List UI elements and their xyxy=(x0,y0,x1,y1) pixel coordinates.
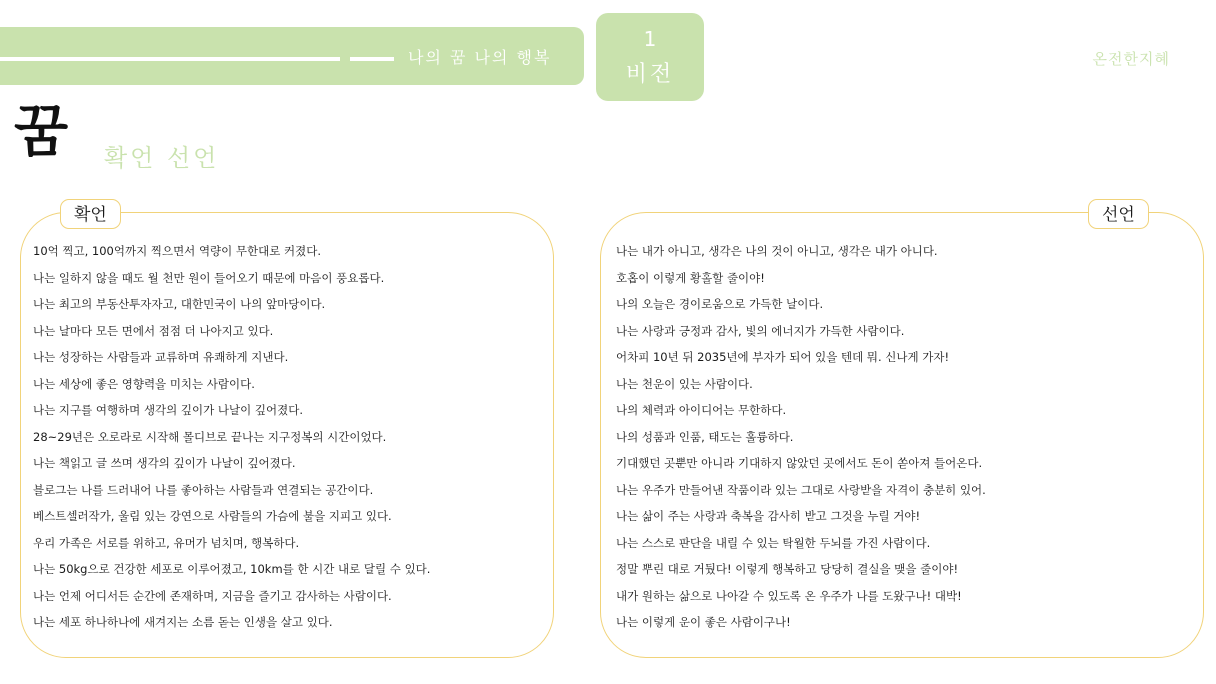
affirmation-label: 확언 xyxy=(60,199,121,229)
affirmation-item: 나는 언제 어디서든 순간에 존재하며, 지금을 즐기고 감사하는 사람이다. xyxy=(33,588,392,603)
section-tab xyxy=(596,13,704,101)
affirmation-item: 블로그는 나를 드러내어 나를 좋아하는 사람들과 연결되는 공간이다. xyxy=(33,482,374,497)
section-number: 1 xyxy=(643,27,657,51)
affirmation-item: 나는 일하지 않을 때도 월 천만 원이 들어오기 때문에 마음이 풍요롭다. xyxy=(33,270,385,285)
affirmation-item: 나는 세포 하나하나에 새겨지는 소름 돋는 인생을 살고 있다. xyxy=(33,615,333,629)
declaration-item: 나는 천운이 있는 사람이다. xyxy=(616,376,753,391)
declaration-item: 나의 성품과 인품, 태도는 훌륭하다. xyxy=(616,429,794,444)
affirmation-item: 나는 세상에 좋은 영향력을 미치는 사람이다. xyxy=(33,376,255,391)
affirmation-item: 나는 성장하는 사람들과 교류하며 유쾌하게 지낸다. xyxy=(33,350,289,364)
declaration-item: 나의 체력과 아이디어는 무한하다. xyxy=(616,403,787,417)
declaration-item: 기대했던 곳뿐만 아니라 기대하지 않았던 곳에서도 돈이 쏟아져 들어온다. xyxy=(616,456,983,470)
affirmation-item: 나는 날마다 모든 면에서 점점 더 나아지고 있다. xyxy=(33,323,274,338)
declaration-item: 나는 이렇게 운이 좋은 사람이구나! xyxy=(616,615,791,629)
declaration-item: 내가 원하는 삶으로 나아갈 수 있도록 온 우주가 나를 도왔구나! 대박! xyxy=(616,588,962,603)
affirmation-item: 28~29년은 오로라로 시작해 몰디브로 끝나는 지구정복의 시간이었다. xyxy=(33,429,387,444)
page-title: 꿈 xyxy=(14,100,69,165)
declaration-item: 어차피 10년 뒤 2035년에 부자가 되어 있을 텐데 뭐. 신나게 가자! xyxy=(616,350,950,364)
declaration-item: 나는 사랑과 긍정과 감사, 빛의 에너지가 가득한 사람이다. xyxy=(616,323,905,338)
header-title: 나의 꿈 나의 행복 xyxy=(408,48,552,67)
header-divider-line xyxy=(0,57,340,61)
declaration-item: 나는 스스로 판단을 내릴 수 있는 탁월한 두뇌를 가진 사람이다. xyxy=(616,535,931,550)
affirmation-item: 나는 책읽고 글 쓰며 생각의 깊이가 나날이 깊어졌다. xyxy=(33,456,296,470)
section-name: 비전 xyxy=(625,62,675,87)
declaration-item: 정말 뿌린 대로 거뒀다! 이렇게 행복하고 당당히 결실을 맺을 줄이야! xyxy=(616,562,959,576)
affirmation-item: 베스트셀러작가, 울림 있는 강연으로 사람들의 가슴에 불을 지피고 있다. xyxy=(33,509,392,523)
declaration-label: 선언 xyxy=(1088,199,1149,229)
declaration-item: 나는 내가 아니고, 생각은 나의 것이 아니고, 생각은 내가 아니다. xyxy=(616,244,938,258)
affirmation-item: 나는 최고의 부동산투자자고, 대한민국이 나의 앞마당이다. xyxy=(33,297,326,311)
affirmation-item: 나는 50kg으로 건강한 세포로 이루어졌고, 10km를 한 시간 내로 달릴 수 있다. xyxy=(33,562,431,576)
affirmation-item: 우리 가족은 서로를 위하고, 유머가 넘치며, 행복하다. xyxy=(33,535,300,550)
page-subtitle: 확언 선언 xyxy=(104,144,220,172)
declaration-item: 나의 오늘은 경이로움으로 가득한 날이다. xyxy=(616,297,824,311)
affirmation-item: 나는 지구를 여행하며 생각의 깊이가 나날이 깊어졌다. xyxy=(33,403,303,417)
affirmation-list xyxy=(33,238,430,636)
header-bar xyxy=(0,27,584,85)
declaration-item: 나는 삶이 주는 사랑과 축복을 감사히 받고 그것을 누릴 거야! xyxy=(616,509,921,523)
declaration-item: 나는 우주가 만들어낸 작품이라 있는 그대로 사랑받을 자격이 충분히 있어. xyxy=(616,482,986,497)
affirmation-item: 10억 찍고, 100억까지 찍으면서 역량이 무한대로 커졌다. xyxy=(33,244,322,258)
header-divider-dash xyxy=(350,57,394,61)
declaration-list xyxy=(616,238,986,636)
declaration-item: 호홉이 이렇게 황홀할 줄이야! xyxy=(616,270,765,285)
author-name: 온전한지혜 xyxy=(1092,50,1170,68)
